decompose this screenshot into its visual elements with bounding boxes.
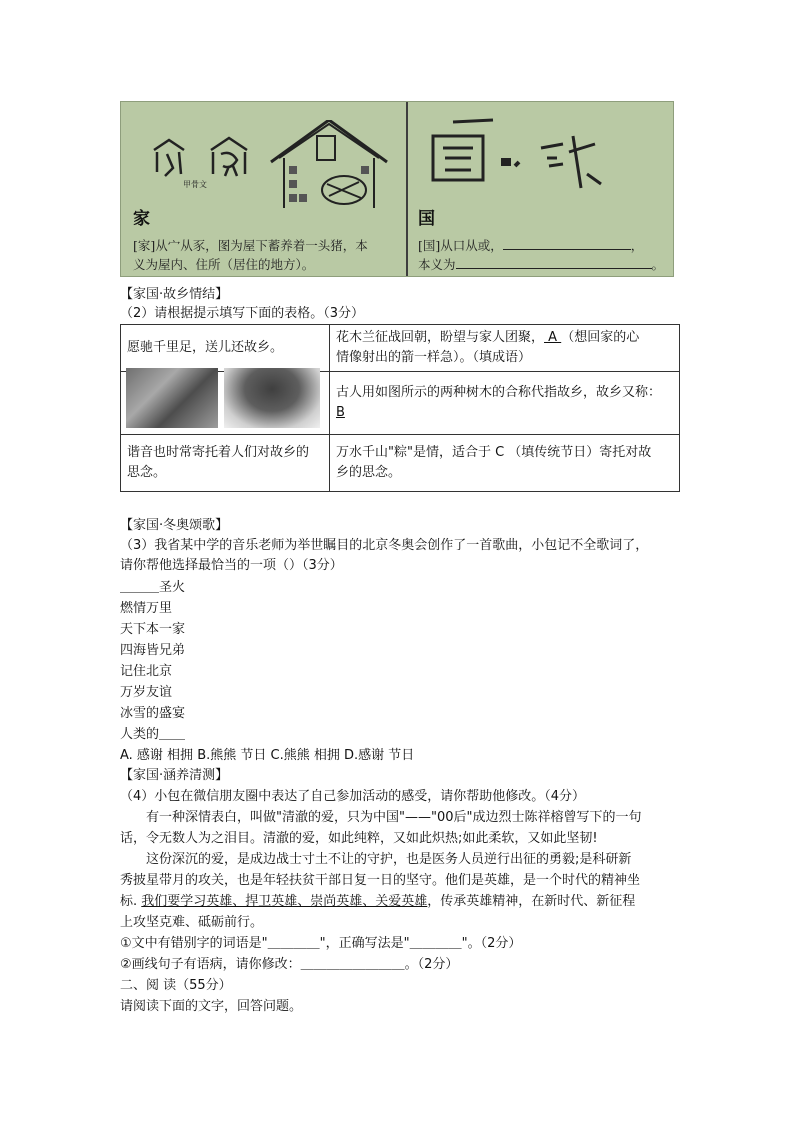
lyric-line: 冰雪的盛宴 xyxy=(120,706,186,721)
jia-explanation-line2: 义为屋内、住所（居住的地方）。 xyxy=(133,257,315,272)
guo-explanation-line2: 本义为 。 xyxy=(418,257,665,272)
lyric-line: 四海皆兄弟 xyxy=(120,643,186,658)
section-heading-cultivation: 【家国·涵养清测】 xyxy=(120,768,229,783)
blank-b[interactable]: B xyxy=(336,405,345,420)
table-cell: 愿驰千里足，送儿还故乡。 xyxy=(121,325,330,372)
lyric-line: 燃情万里 xyxy=(120,601,173,616)
table-cell: 古人用如图所示的两种树木的合称代指故乡，故乡又称： B xyxy=(330,372,680,435)
table-row xyxy=(121,325,680,372)
lyric-line: ＿＿＿圣火 xyxy=(120,580,186,595)
panel-divider xyxy=(406,102,408,276)
section-heading-olympics: 【家国·冬奥颂歌】 xyxy=(120,518,229,533)
jia-explanation-line1: [家]从宀从豕，图为屋下蓄养着一头猪，本 xyxy=(133,238,368,253)
ancient-guo-glyphs xyxy=(423,114,643,194)
lyric-line: 天下本一家 xyxy=(120,622,186,637)
table-cell: 万水千山"粽"是情，适合于 C （填传统节日）寄托对故 乡的思念。 xyxy=(330,435,680,492)
answer-options: A. 感谢 相拥 B.熊熊 节日 C.熊熊 相拥 D.感谢 节日 xyxy=(120,748,415,763)
character-origin-image xyxy=(120,101,674,277)
question-3-line1: （3）我省某中学的音乐老师为举世瞩目的北京冬奥会创作了一首歌曲，小包记不全歌词了， xyxy=(120,538,649,553)
blank-a[interactable]: A xyxy=(544,330,562,345)
ancient-jia-glyphs xyxy=(139,120,399,210)
paragraph-1-line1: 有一种深情表白，叫做"清澈的爱，只为中国"——"00后"成边烈士陈祥榕曾写下的一句 xyxy=(146,810,642,825)
question-3-line2: 请你帮他选择最恰当的一项（）（3分） xyxy=(120,558,343,573)
lyric-line: 人类的＿＿ xyxy=(120,727,186,742)
reading-instruction: 请阅读下面的文字，回答问题。 xyxy=(120,999,303,1014)
reading-heading: 二、阅 读（55分） xyxy=(120,978,232,993)
section-heading-hometown: 【家国·故乡情结】 xyxy=(120,287,229,302)
guo-explanation-line1: [国]从口从或， ， xyxy=(418,238,644,253)
tree-photo-mulberry xyxy=(126,368,218,428)
lyric-line: 万岁友谊 xyxy=(120,685,173,700)
tree-photo-catalpa xyxy=(224,368,320,428)
lyric-line: 记住北京 xyxy=(120,664,173,679)
table-cell: 花木兰征战回朝，盼望与家人团聚， A （想回家的心 情像射出的箭一样急）。（填成语） xyxy=(330,325,680,372)
question-2: （2）请根据提示填写下面的表格。（3分） xyxy=(120,306,365,321)
paragraph-1-line2: 话，令无数人为之泪目。清澈的爱，如此纯粹，又如此炽热;如此柔软，又如此坚韧! xyxy=(120,831,598,846)
paragraph-2-line3: 标. 我们要学习英雄、捍卫英雄、崇尚英雄、关爱英雄，传承英雄精神，在新时代、新征程 xyxy=(120,894,636,909)
underlined-sentence: 我们要学习英雄、捍卫英雄、崇尚英雄、关爱英雄 xyxy=(141,894,428,909)
char-jia: 家 xyxy=(133,209,150,229)
paragraph-2-line4: 上攻坚克难、砥砺前行。 xyxy=(120,915,264,930)
question-4: （4）小包在微信朋友圈中表达了自己参加活动的感受，请你帮助他修改。（4分） xyxy=(120,789,586,804)
char-guo: 国 xyxy=(418,209,435,229)
paragraph-2-line2: 秀披星带月的攻关，也是年轻扶贫干部日复一日的坚守。他们是英雄，是一个时代的精神坐 xyxy=(120,873,641,888)
table-row xyxy=(121,435,680,492)
paragraph-2-line1: 这份深沉的爱，是成边战士寸土不让的守护，也是医务人员逆行出征的勇毅;是科研新 xyxy=(146,852,632,867)
glyph-caption: 甲骨文 xyxy=(183,180,207,189)
sub-question-1: ①文中有错别字的词语是"＿＿＿＿"，正确写法是"＿＿＿＿"。（2分） xyxy=(120,936,522,951)
table-cell: 谐音也时常寄托着人们对故乡的 思念。 xyxy=(121,435,330,492)
sub-question-2: ②画线句子有语病，请你修改：＿＿＿＿＿＿＿＿。（2分） xyxy=(120,957,459,972)
